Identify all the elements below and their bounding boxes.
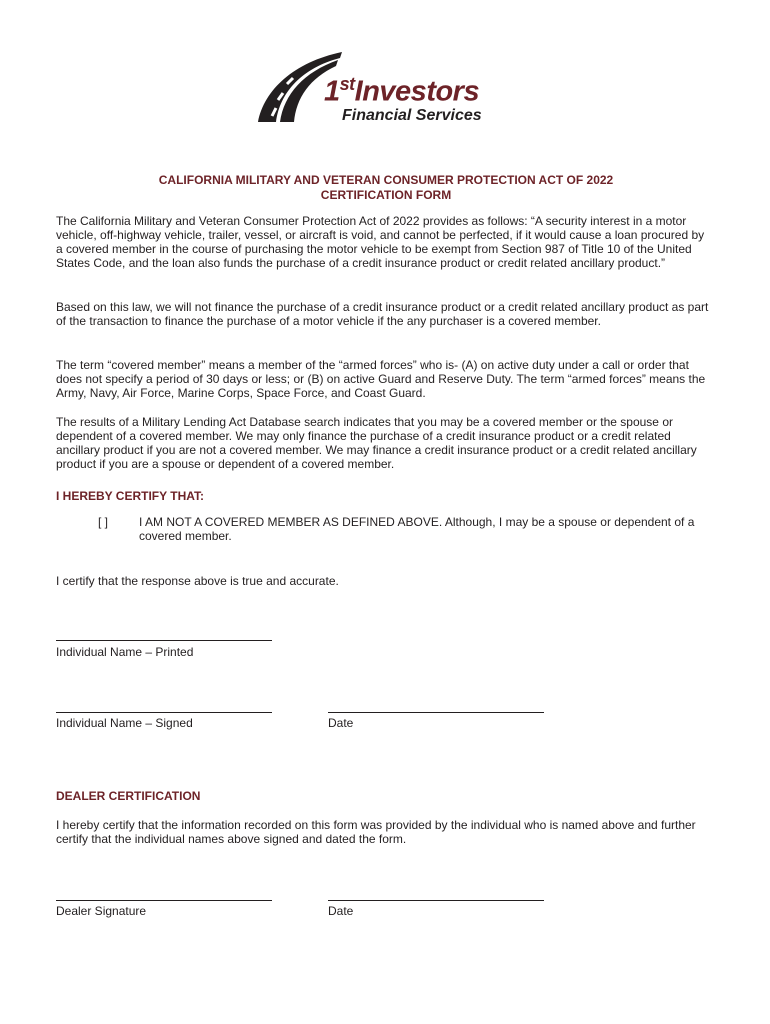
paragraph-act-quote: The California Military and Veteran Consumer Protection Act of 2022 provides as follows: “A security interest in a motor vehicle, off-highway vehicle, trailer, vessel, or aircraft is void, and cannot be perfected, if it would cause a loan procured by a covered member in the course of purchasing the motor vehicle to be exempt from Section 987 of Title 10 of the United States Code, and the loan also funds the purchase of a credit insurance product or credit related ancillary product.” <box>56 214 705 270</box>
printed-name-label: Individual Name – Printed <box>56 645 194 659</box>
brand-name: 1stInvestors <box>324 74 480 108</box>
signed-name-line[interactable] <box>56 712 272 713</box>
certify-statement: I certify that the response above is true and accurate. <box>56 574 339 588</box>
company-logo <box>254 50 520 130</box>
individual-date-line[interactable] <box>328 712 544 713</box>
dealer-signature-label: Dealer Signature <box>56 904 147 918</box>
certify-option-text: I AM NOT A COVERED MEMBER AS DEFINED ABOVE. Although, I may be a spouse or dependent of a covered member. <box>139 515 695 543</box>
form-title <box>56 173 716 203</box>
paragraph-covered-member-definition: The term “covered member” means a member of the “armed forces” who is- (A) on active duty under a call or order that does not specify a period of 30 days or less; or (B) on active Guard and Reserve Duty. The term “armed forces” means the Army, Navy, Air Force, Marine Corps, Space Force, and Coast Guard. <box>56 358 706 400</box>
dealer-signature-line[interactable] <box>56 900 272 901</box>
brand-subtitle: Financial Services <box>342 107 482 124</box>
certify-heading: I HEREBY CERTIFY THAT: <box>56 489 205 503</box>
dealer-date-line[interactable] <box>328 900 544 901</box>
title-line-2: CERTIFICATION FORM <box>320 188 452 202</box>
paragraph-law-policy: Based on this law, we will not finance the purchase of a credit insurance product or a credit related ancillary product as part of the transaction to finance the purchase of a motor vehicle if the any purchaser is a covered member. <box>56 300 709 328</box>
signed-name-label: Individual Name – Signed <box>56 716 193 730</box>
dealer-certification-text: I hereby certify that the information recorded on this form was provided by the individual who is named above and further certify that the individual names above signed and dated the form. <box>56 818 696 846</box>
individual-date-label: Date <box>328 716 354 730</box>
dealer-heading: DEALER CERTIFICATION <box>56 789 201 803</box>
certify-checkbox[interactable]: [ ] <box>98 515 109 529</box>
printed-name-line[interactable] <box>56 640 272 641</box>
title-line-1: CALIFORNIA MILITARY AND VETERAN CONSUMER PROTECTION ACT OF 2022 <box>158 173 614 187</box>
dealer-date-label: Date <box>328 904 354 918</box>
paragraph-mla-results: The results of a Military Lending Act Database search indicates that you may be a covered member or the spouse or dependent of a covered member. We may only finance the purchase of a credit insurance product or a credit related ancillary product if you are not a covered member. We may finance a credit insurance product or a credit related ancillary product if you are a spouse or dependent of a covered member. <box>56 415 697 471</box>
